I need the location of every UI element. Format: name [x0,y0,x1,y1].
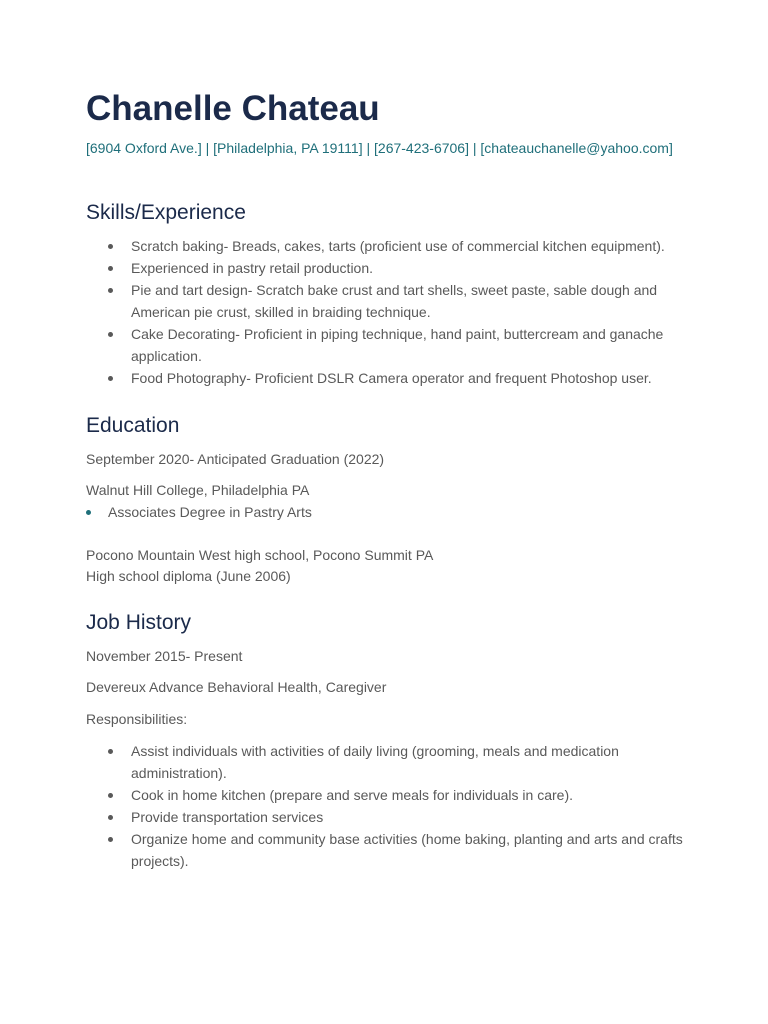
list-item: Organize home and community base activities (home baking, planting and arts and crafts projects). [86,829,686,872]
skills-heading: Skills/Experience [86,201,246,224]
list-item: Associates Degree in Pastry Arts [86,502,312,523]
contact-phone: [267-423-6706] [374,140,469,156]
contact-separator: | [366,140,371,156]
education-dates: September 2020- Anticipated Graduation (2022) [86,451,385,467]
list-item: Food Photography- Proficient DSLR Camera operator and frequent Photoshop user. [86,368,686,390]
skills-list [86,236,686,390]
high-school-block [86,545,433,587]
responsibilities-list [86,741,686,873]
list-item: Experienced in pastry retail production. [86,258,686,280]
list-item: Pie and tart design- Scratch bake crust and tart shells, sweet paste, sable dough and American pie crust, skilled in braiding technique. [86,280,686,323]
job-history-heading: Job History [86,611,192,634]
job-employer: Devereux Advance Behavioral Health, Caregiver [86,679,387,695]
education-college: Walnut Hill College, Philadelphia PA [86,482,310,498]
list-item: Cake Decorating- Proficient in piping technique, hand paint, buttercream and ganache application. [86,324,686,367]
bullet-icon [108,837,113,842]
bullet-icon [108,376,113,381]
contact-email: [chateauchanelle@yahoo.com] [480,140,673,156]
list-item: Assist individuals with activities of daily living (grooming, meals and medication administration). [86,741,686,784]
contact-line [86,139,673,157]
education-heading: Education [86,414,180,437]
job-dates: November 2015- Present [86,648,243,664]
high-school-diploma: High school diploma (June 2006) [86,568,291,584]
bullet-icon [86,510,91,515]
contact-separator: | [472,140,477,156]
bullet-icon [108,749,113,754]
list-item: Provide transportation services [86,807,686,829]
degree-list [86,502,312,523]
bullet-icon [108,815,113,820]
list-item: Cook in home kitchen (prepare and serve meals for individuals in care). [86,785,686,807]
resume-name: Chanelle Chateau [86,89,380,128]
bullet-icon [108,244,113,249]
high-school-name: Pocono Mountain West high school, Pocono Summit PA [86,547,434,563]
responsibilities-label: Responsibilities: [86,711,188,727]
bullet-icon [108,288,113,293]
bullet-icon [108,793,113,798]
contact-separator: | [205,140,210,156]
contact-address: [6904 Oxford Ave.] [86,140,202,156]
contact-city: [Philadelphia, PA 19111] [213,140,363,156]
bullet-icon [108,332,113,337]
list-item: Scratch baking- Breads, cakes, tarts (proficient use of commercial kitchen equipment). [86,236,686,258]
bullet-icon [108,266,113,271]
